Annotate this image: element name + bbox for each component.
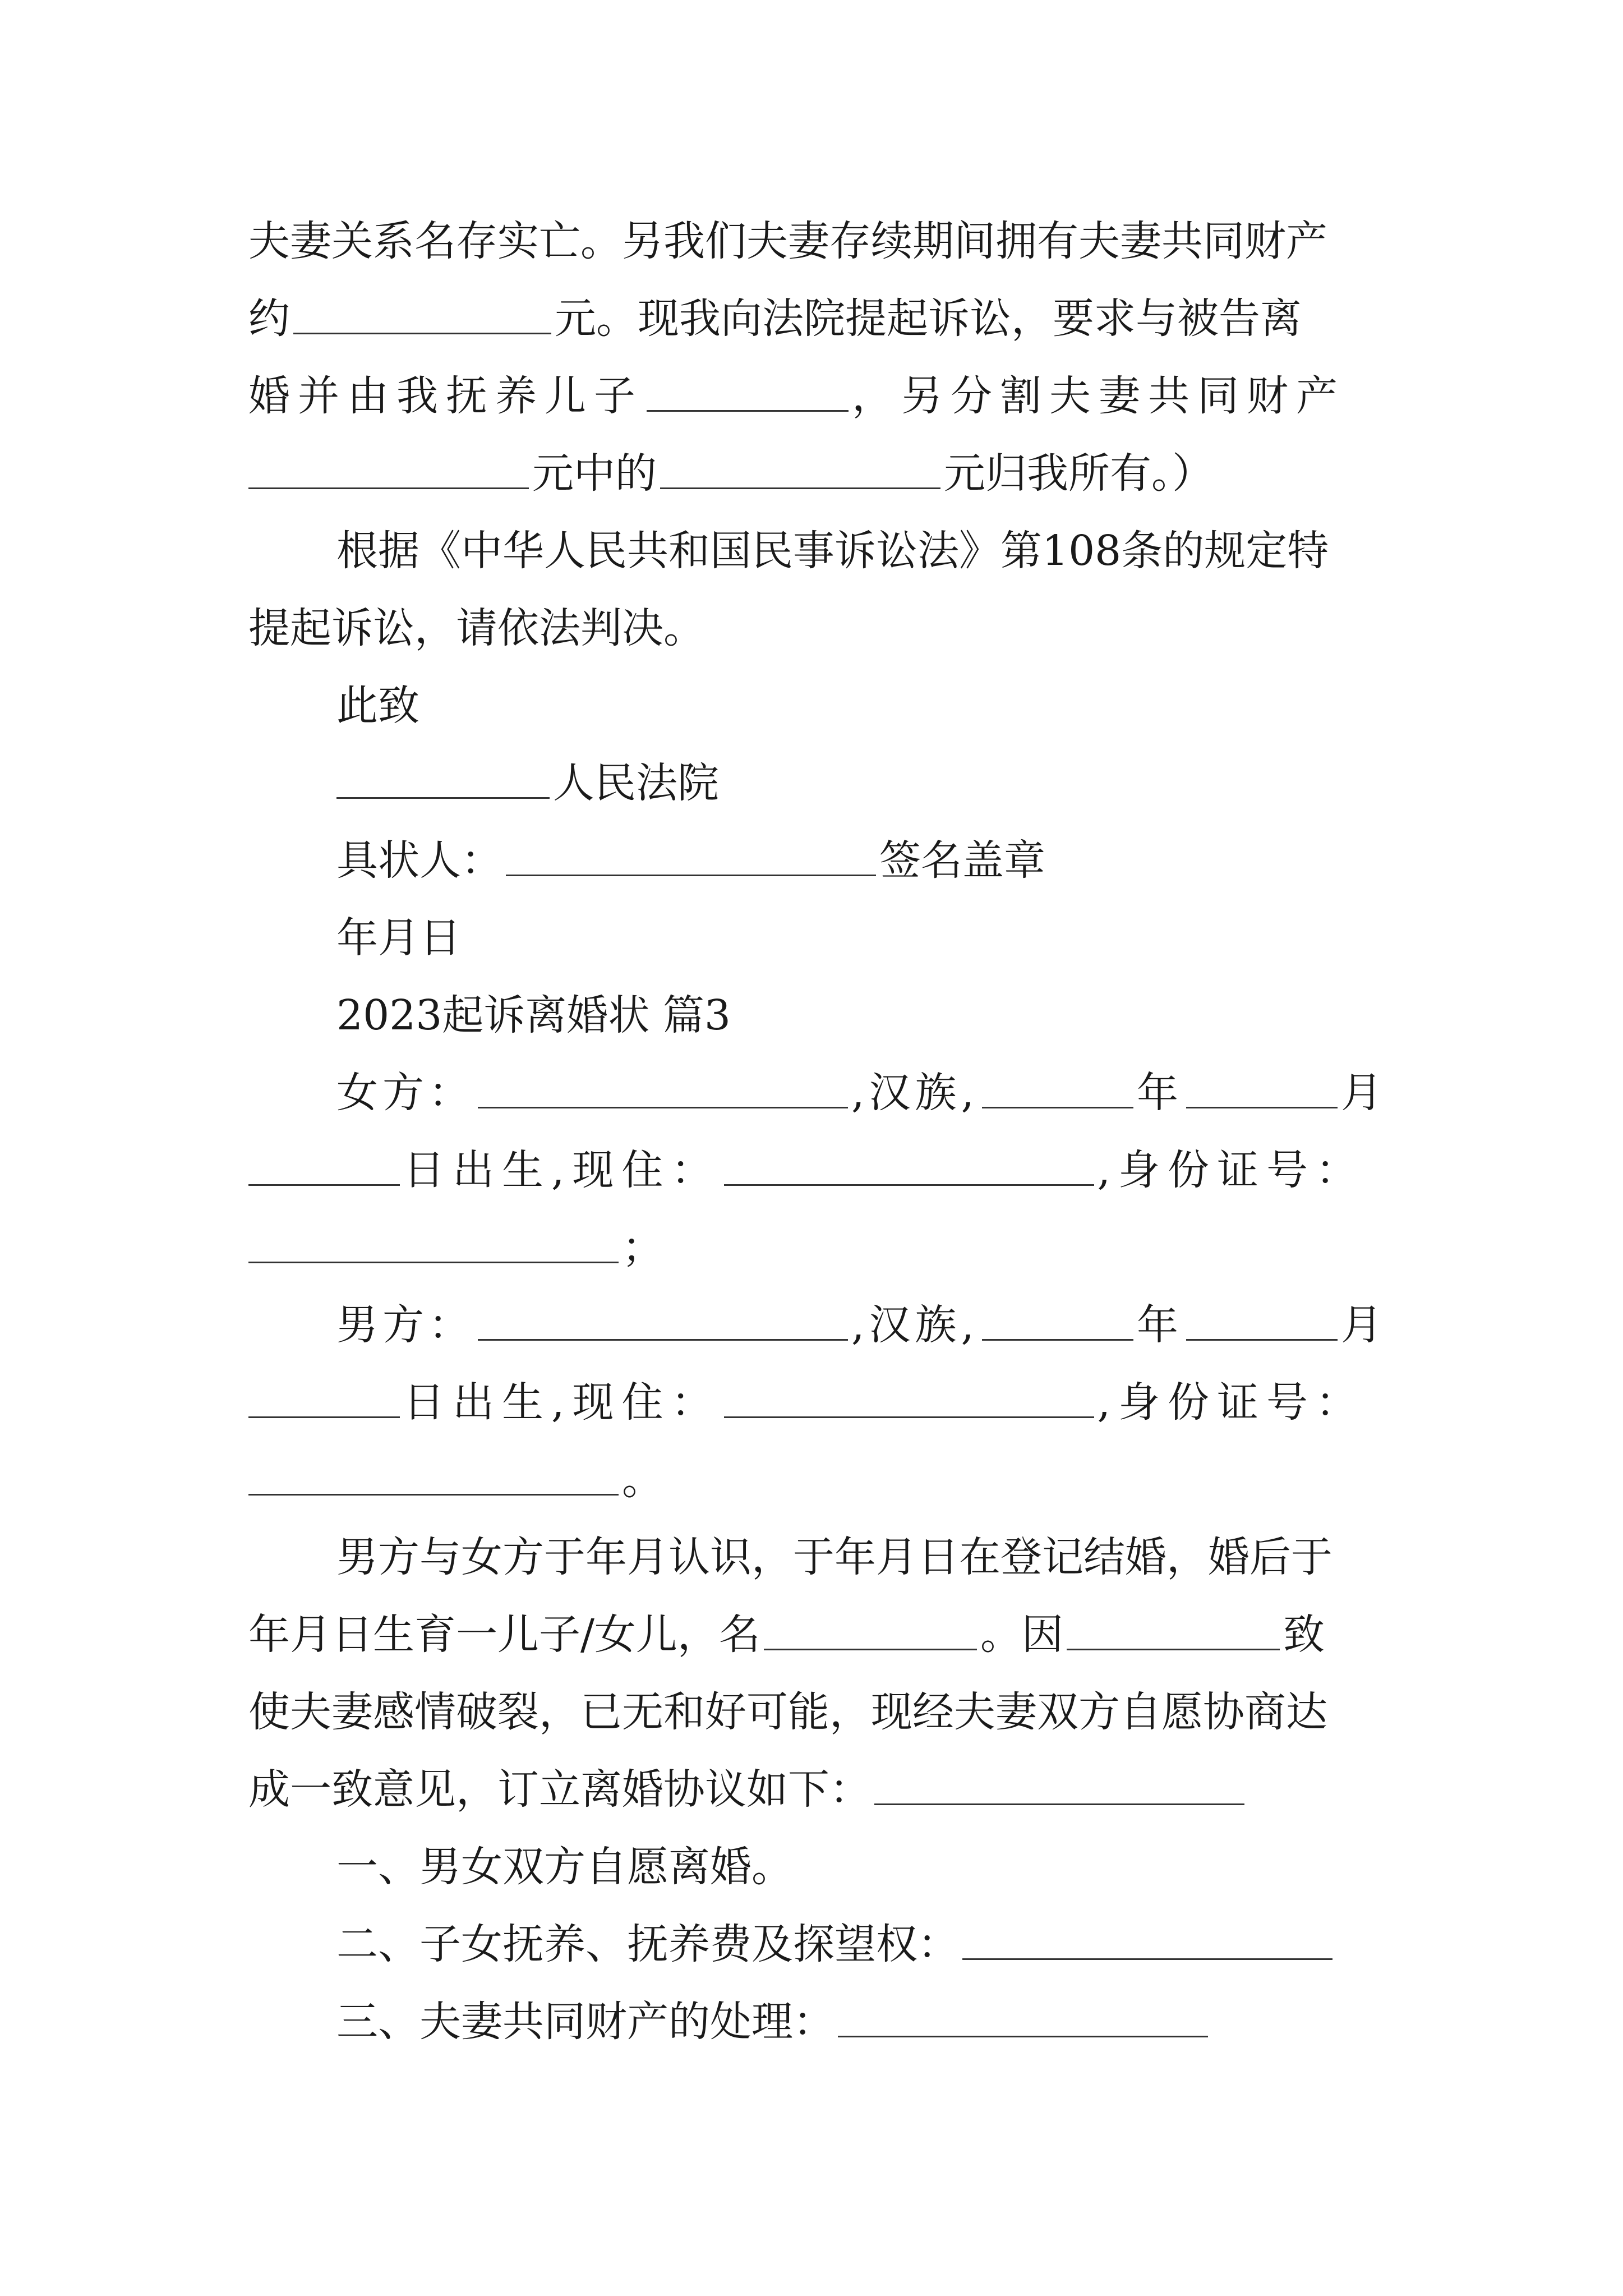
text: 约 [248, 295, 290, 343]
text: 使夫妻感情破裂，已无和好可能，现经夫妻双方自愿协商达 [248, 1688, 1327, 1736]
text: ,身份证号： [1097, 1146, 1366, 1194]
paragraph-line [248, 1756, 1387, 1823]
blank-field [248, 1460, 619, 1496]
text: 三、夫妻共同财产的处理： [336, 1998, 834, 2046]
text: 元。现我向法院提起诉讼，要求与被告离 [555, 295, 1302, 343]
blank-field [248, 1228, 619, 1263]
man-line-3 [248, 1446, 1387, 1513]
text: 月 [1341, 1301, 1387, 1349]
blank-field [647, 376, 849, 412]
text: 此致 [336, 682, 419, 730]
text: 男方： [336, 1301, 474, 1349]
blank-field [248, 454, 529, 489]
date-line [336, 904, 1387, 972]
blank-field [478, 1305, 848, 1341]
text: 日出生,现住： [403, 1378, 721, 1427]
blank-field [982, 1305, 1133, 1341]
blank-field [248, 1151, 400, 1186]
text: 婚并由我抚养儿子 [248, 372, 643, 420]
text: ,汉族, [851, 1069, 979, 1117]
text: 2023起诉离婚状 篇3 [336, 991, 731, 1039]
blank-field [478, 1073, 848, 1108]
list-item [336, 1833, 1387, 1901]
text: 夫妻关系名存实亡。另我们夫妻存续期间拥有夫妻共同财产 [248, 217, 1327, 265]
text: 。 [622, 1456, 663, 1504]
text: ，另分割夫妻共同财产 [852, 372, 1345, 420]
blank-field [1067, 1615, 1280, 1650]
paragraph-line [248, 362, 1387, 430]
woman-line-2 [248, 1137, 1387, 1204]
text: ,汉族, [851, 1301, 979, 1349]
blank-field [506, 841, 876, 876]
paragraph-line [248, 595, 1387, 662]
blank-field [764, 1615, 977, 1650]
text: 具状人： [336, 836, 502, 885]
text: 提起诉讼，请依法判决。 [248, 604, 705, 652]
blank-field [293, 299, 551, 334]
blank-field [724, 1151, 1094, 1186]
paragraph-line [248, 285, 1387, 352]
blank-field [336, 763, 550, 799]
paragraph-line [336, 1524, 1387, 1591]
paragraph-line [248, 208, 1387, 275]
paragraph-line [336, 517, 1387, 585]
blank-field [248, 1383, 400, 1418]
text: 年 [1137, 1069, 1183, 1117]
man-line-1 [336, 1291, 1387, 1359]
text: 成一致意见，订立离婚协议如下： [248, 1765, 871, 1814]
court-line [336, 749, 1387, 817]
text: 一、男女双方自愿离婚。 [336, 1843, 793, 1891]
blank-field [660, 454, 940, 489]
text: 人民法院 [553, 759, 719, 807]
text: 年月日 [336, 914, 461, 962]
text: 月 [1341, 1069, 1387, 1117]
blank-field [982, 1073, 1133, 1108]
woman-line-1 [336, 1059, 1387, 1126]
text: 。因 [980, 1611, 1063, 1659]
blank-field [962, 1925, 1332, 1960]
text: 签名盖章 [879, 836, 1045, 885]
text: 元归我所有。） [944, 449, 1214, 498]
text: 元中的 [532, 449, 657, 498]
list-item [336, 1988, 1387, 2055]
text: 二、子女抚养、抚养费及探望权： [336, 1920, 959, 1968]
section-heading [336, 982, 1387, 1049]
paragraph-line [248, 440, 1387, 507]
salutation [336, 672, 1387, 739]
text: 年月日生育一儿子/女儿，名 [248, 1611, 760, 1659]
blank-field [874, 1770, 1244, 1805]
text: 年 [1137, 1301, 1183, 1349]
man-line-2 [248, 1369, 1387, 1436]
text: 根据《中华人民共和国民事诉讼法》第108条的规定特 [336, 527, 1329, 575]
blank-field [724, 1383, 1094, 1418]
text: ,身份证号： [1097, 1378, 1366, 1427]
woman-line-3 [248, 1214, 1387, 1281]
signer-line [336, 827, 1387, 894]
paragraph-line [248, 1678, 1387, 1746]
text: 致 [1283, 1611, 1325, 1659]
blank-field [838, 2002, 1208, 2037]
list-item [336, 1911, 1387, 1978]
text: 女方： [336, 1069, 474, 1117]
blank-field [1186, 1305, 1338, 1341]
blank-field [1186, 1073, 1338, 1108]
text: ； [622, 1223, 663, 1272]
paragraph-line [248, 1601, 1387, 1668]
text: 男方与女方于年月认识，于年月日在登记结婚，婚后于 [336, 1533, 1332, 1581]
text: 日出生,现住： [403, 1146, 721, 1194]
